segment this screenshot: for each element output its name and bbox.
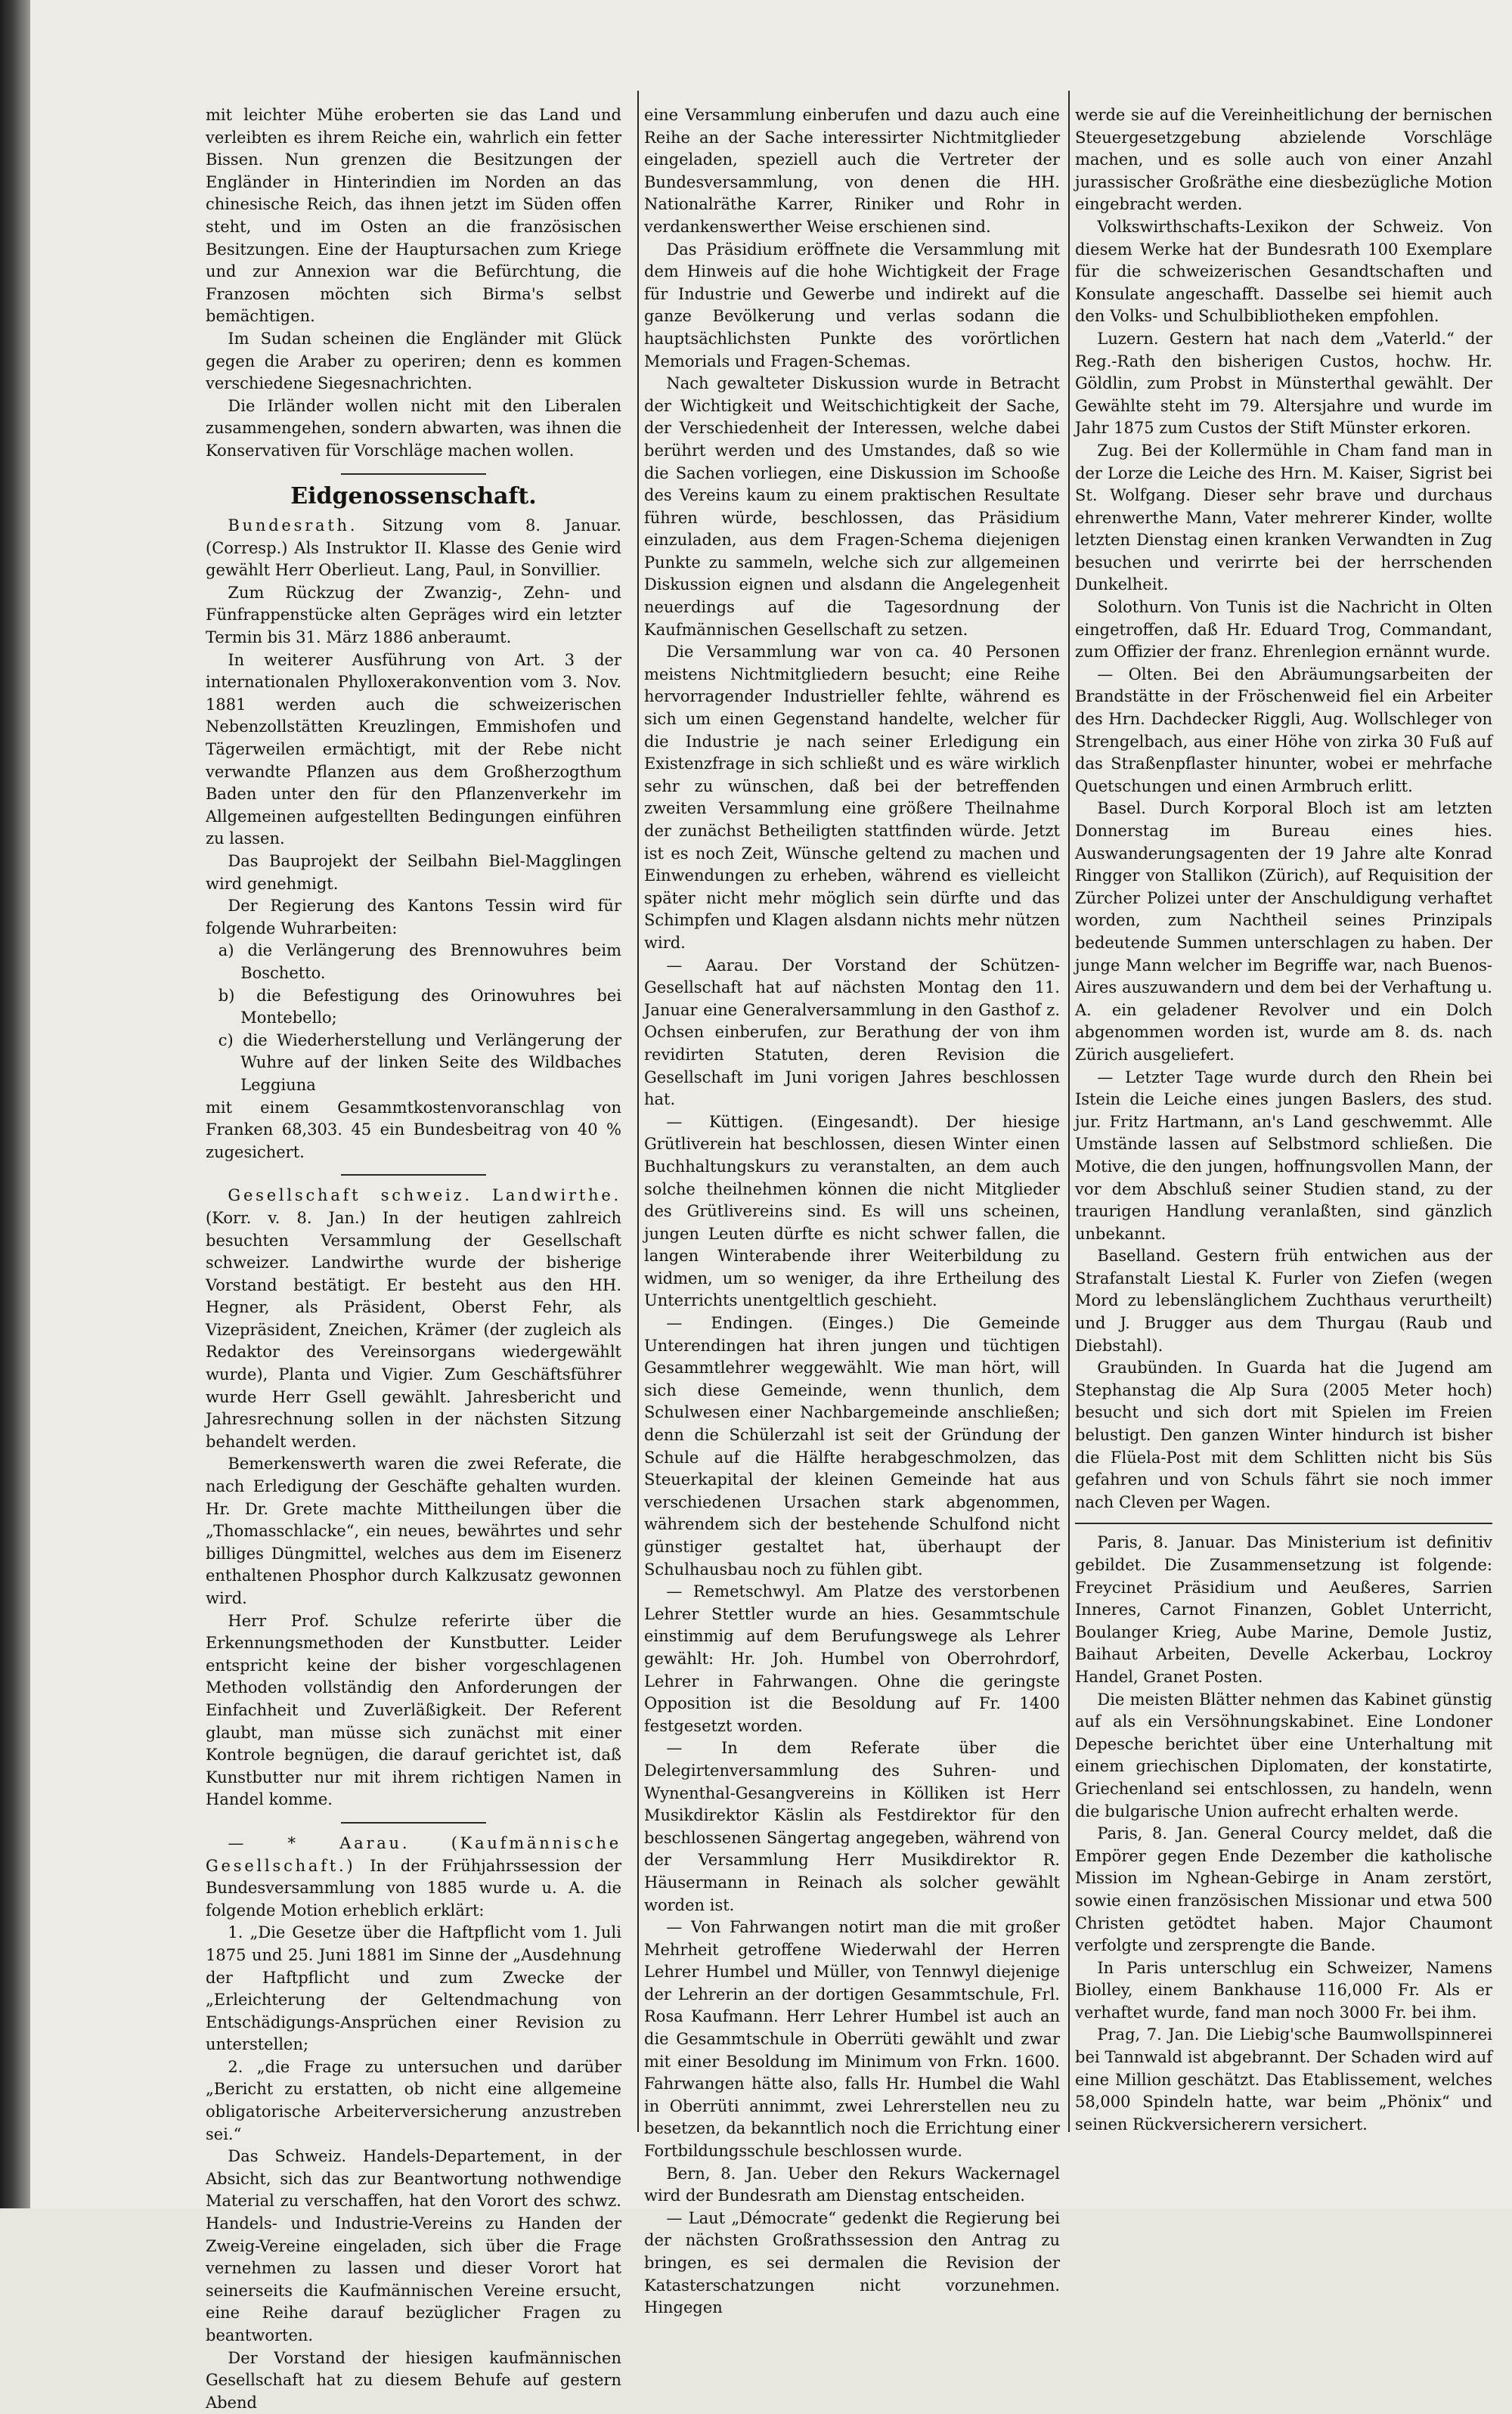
article-blaetter: Die meisten Blätter nehmen das Kabinet günstig auf als ein Versöhnungskabinet. Eine Londoner Depesche berichtet über eine Unterhaltung mit einem griechischen Diplomaten, der konstatirte, Griechenland sei entschlossen, zu handeln, wenn die bulgarische Union aufrecht erhalten werde.: [1075, 1690, 1492, 1821]
column-2: [644, 104, 1060, 2317]
article-phylloxera: In weiterer Ausführung von Art. 3 der internationalen Phylloxerakonvention vom 3. Nov. 1881 werden auch die schweizerischen Nebenzollstätten Kreuzlingen, Emmishofen und Tägerweilen ermächtigt, mit der Rebe nicht verwandte Pflanzen aus dem Großherzogthum Baden unter den für den Pflanzenverkehr im Allgemeinen aufgestellten Bedingungen einführen zu lassen.: [206, 650, 621, 848]
section-heading: Eidgenossenschaft.: [290, 482, 537, 510]
article-remetschwyl: — Remetschwyl. Am Platze des verstorbenen Lehrer Stettler wurde an hies. Gesammtschule einstimmig auf dem Berufungswege als Lehrer gewählt: Hr. Joh. Humbel von Oberrohrdorf, Lehrer in Fahrwangen. Ohne die geringste Opposition ist die Besoldung auf Fr. 1400 festgesetzt worden.: [644, 1582, 1060, 1735]
article-paragraph: Das Präsidium eröffnete die Versammlung mit dem Hinweis auf die hohe Wichtigkeit der Frage für Industrie und Gewerbe und indirekt auf die ganze Bevölkerung und verlas sodann die hauptsächlichsten Punkte des vorörtlichen Memorials und Fragen-Schemas.: [644, 240, 1060, 370]
motion-item: 1. „Die Gesetze über die Haftpflicht vom 1. Juli 1875 und 25. Juni 1881 im Sinne der „Ausdehnung der Haftpflicht und zum Zwecke der „Erleichterung der Geltendmachung von Entschädigungs-Ansprüchen einer Revision zu unterstellen;: [206, 1923, 621, 2054]
section-divider: [1075, 1523, 1492, 1524]
article-paris-biolley: In Paris unterschlug ein Schweizer, Namens Biolley, einem Bankhause 116,000 Fr. Als er verhaftet wurde, fand man noch 3000 Fr. bei ihm.: [1075, 1958, 1492, 2022]
article-schuetzen: — Aarau. Der Vorstand der Schützen-Gesellschaft hat auf nächsten Montag den 11. Januar eine Generalversammlung in den Gasthof z. Ochsen einberufen, zur Berathung der von ihm revidirten Statuten, deren Revision die Gesellschaft im Juni vorigen Jahres beschlossen hat.: [644, 956, 1060, 1109]
article-schulze: Herr Prof. Schulze referirte über die Erkennungsmethoden der Kunstbutter. Leider entspricht keine der bisher vorgeschlagenen Methoden vollständig den Anforderungen der Einfachheit und Zuverläßigkeit. Der Referent glaubt, man müsse sich zunächst mit einer Kontrole begnügen, die darauf gerichtet ist, daß Kunstbutter nur mit ihrem richtigen Namen in Handel komme.: [206, 1611, 621, 1809]
article-divider: [341, 1174, 487, 1176]
article-aarau: — * Aarau. (Kaufmännische Gesellschaft.) In der Frühjahrssession der Bundesversammlung von 1885 wurde u. A. die folgende Motion erheblich erklärt:: [206, 1833, 621, 1920]
article-departement: Das Schweiz. Handels-Departement, in der Absicht, sich das zur Beantwortung nothwendige Material zu verschaffen, hat den Vorort des schwz. Handels- und Industrie-Vereins zu Handen der Zweig-Vereine eingeladen, sich über die Frage vernehmen zu lassen und dieser Vorort hat seinerseits die Kaufmännischen Vereine ersucht, eine Reihe darauf bezüglicher Fragen zu beantworten.: [206, 2147, 621, 2344]
article-olten: — Olten. Bei den Abräumungsarbeiten der Brandstätte in der Fröschenweid fiel ein Arbeiter des Hrn. Dachdecker Riggli, Aug. Wollschleger von Strengelbach, aus einer Höhe von zirka 30 Fuß auf das Straßenpflaster hinunter, wobei er mehrfache Quetschungen und einen Armbruch erlitt.: [1075, 665, 1492, 795]
article-endingen: — Endingen. (Einges.) Die Gemeinde Unterendingen hat ihren jungen und tüchtigen Gesammtlehrer weggewählt. Wie man hört, will sich diese Gemeinde, wenn thunlich, dem Schulwesen einer Nachbargemeinde anschließen; denn die Schülerzahl ist seit der Gründung der Schule auf die Hälfte herabgeschmolzen, das Steuerkapital der kleinen Gemeinde hat aus verschiedenen Ursachen stark abgenommen, währendem sich der bestehende Schulfond nicht günstiger gestaltet hat, überhaupt der Schulhausbau noch zu fühlen gibt.: [644, 1314, 1060, 1579]
article-tessin: Der Regierung des Kantons Tessin wird für folgende Wuhrarbeiten:: [206, 897, 621, 937]
article-paris-courcy: Paris, 8. Jan. General Courcy meldet, daß die Empörer gegen Ende Dezember die katholische Mission im Nghean-Gebirge in Anam zerstört, sowie einen französischen Missionar und etwa 500 Christen getödtet haben. Major Chaumont verfolgte und zersprengte die Bande.: [1075, 1824, 1492, 1955]
article-basel: Basel. Durch Korporal Bloch ist am letzten Donnerstag im Bureau eines hies. Auswanderungsagenten der 19 Jahre alte Konrad Ringger von Stallikon (Zürich), auf Requisition der Zürcher Polizei unter der Anschuldigung verhaftet worden, zum Nachtheil seines Prinzipals bedeutende Summen unterschlagen zu haben. Der junge Mann welcher im Begriffe war, nach Buenos-Aires auszuwandern und dem bei der Verhaftung u. A. ein geladener Revolver und ein Dolch abgenommen worden ist, wurde am 8. ds. nach Zürich ausgeliefert.: [1075, 799, 1492, 1064]
article-rueckzug: Zum Rückzug der Zwanzig-, Zehn- und Fünfrappenstücke alten Gepräges wird ein letzter Termin bis 31. März 1886 anberaumt.: [206, 583, 621, 647]
article-solothurn: Solothurn. Von Tunis ist die Nachricht in Olten eingetroffen, daß Hr. Eduard Trog, Commandant, zum Offizier der franz. Ehrenlegion ernännt wurde.: [1075, 598, 1492, 662]
article-bundesrath: Bundesrath. Sitzung vom 8. Januar. (Corresp.) Als Instruktor II. Klasse des Genie wird gewählt Herr Oberlieut. Lang, Paul, in Sonvillier.: [206, 516, 621, 580]
article-rhein: — Letzter Tage wurde durch den Rhein bei Istein die Leiche eines jungen Baslers, des stud. jur. Fritz Hartmann, an's Land geschwemmt. Alle Umstände lassen auf Selbstmord schließen. Die Motive, die den jungen, hoffnungsvollen Mann, der vor dem Abschluß seiner Studien stand, zu der traurigen Handlung veranlaßten, sind gänzlich unbekannt.: [1075, 1068, 1492, 1243]
article-lead: Bundesrath.: [228, 516, 358, 535]
article-saenger: — In dem Referate über die Delegirtenversammlung des Suhren- und Wynenthal-Gesangvereins in Kölliken ist Herr Musikdirektor Käslin als Festdirektor für den beschlossenen Sängertag angegeben, während von der Versammlung Herr Musikdirektor R. Häusermann in Reinach als solcher gewählt worden ist.: [644, 1739, 1060, 1914]
article-zug: Zug. Bei der Kollermühle in Cham fand man in der Lorze die Leiche des Hrn. M. Kaiser, Sigrist bei St. Wolfgang. Dieser sehr brave und durchaus ehrenwerthe Mann, Vater mehrerer Kinder, wollte letzten Dienstag einen kranken Verwandten in Zug besuchen und verirrte bei der herrschenden Dunkelheit.: [1075, 441, 1492, 594]
article-paragraph: Die Versammlung war von ca. 40 Personen meistens Nichtmitgliedern besucht; eine Reihe hervorragender Industrieller fehlte, während es sich um einen Gegenstand handelte, welcher für die Industrie je nach seiner Erledigung ein Existenzfrage in sich schließt und es wäre wirklich sehr zu wünschen, daß bei der betreffenden zweiten Versammlung eine größere Theilnahme der zunächst Betheiligten stattfinden würde. Jetzt ist es noch Zeit, Wünsche geltend zu machen und Einwendungen zu erheben, während es vielleicht später nicht mehr möglich sein dürfte und das Schimpfen und Klagen alsdann nichts mehr nützen wird.: [644, 643, 1060, 952]
article-continued: eine Versammlung einberufen und dazu auch eine Reihe an der Sache interessirter Nichtmitglieder eingeladen, speziell auch die Vertreter der Bundesversammlung, von denen die HH. Nationalräthe Karrer, Riniker und Rohr in verdankenswerther Weise erschienen sind.: [644, 106, 1060, 236]
column-3: [1075, 104, 1492, 2134]
article-referate: Bemerkenswerth waren die zwei Referate, die nach Erledigung der Geschäfte gehalten wurden. Hr. Dr. Grete machte Mittheilungen über die „Thomasschlacke“, ein neues, bewährtes und sehr billiges Düngmittel, welches aus dem im Eisenerz enthaltenen Phosphor durch Kalkzusatz gewonnen wird.: [206, 1455, 621, 1607]
article-kuettigen: — Küttigen. (Eingesandt). Der hiesige Grütliverein hat beschlossen, diesen Winter einen Buchhaltungskurs zu veranstalten, an dem auch solche theilnehmen können die nicht Mitglieder des Grütlivereins sind. Es will uns scheinen, jungen Leuten dürfte es nicht schwer fallen, die langen Winterabende ihrer Weiterbildung zu widmen, um so weniger, da ihre Ertheilung des Unterrichts unentgeltlich geschieht.: [644, 1112, 1060, 1310]
article-luzern: Luzern. Gestern hat nach dem „Vaterld.“ der Reg.-Rath den bisherigen Custos, hochw. Hr. Göldlin, zum Probst in Münsterthal gewählt. Der Gewählte steht im 79. Altersjahre und wurde im Jahr 1875 zum Custos der Stift Münster erkoren.: [1075, 329, 1492, 438]
article-paris-ministerium: Paris, 8. Januar. Das Ministerium ist definitiv gebildet. Die Zusammensetzung ist folgende: Freycinet Präsidium und Aeußeres, Sarrien Inneres, Carnot Finanzen, Goblet Unterricht, Boulanger Krieg, Aube Marine, Demole Justiz, Baihaut Arbeiten, Develle Ackerbau, Lockroy Handel, Granet Posten.: [1075, 1533, 1492, 1686]
article-birma: mit leichter Mühe eroberten sie das Land und verleibten es ihrem Reiche ein, wahrlich ein fetter Bissen. Nun grenzen die Besitzungen der Engländer in Hinterindien im Norden an das chinesische Reich, das ihnen jetzt im Süden offen steht, und im Osten an die französischen Besitzungen. Eine der Hauptursachen zum Kriege und zur Annexion war die Befürchtung, die Franzosen möchten sich Birma's selbst bemächtigen.: [206, 106, 621, 326]
article-irlaender: Die Irländer wollen nicht mit den Liberalen zusammengehen, sondern abwarten, was ihnen die Konservativen für Vorschläge machen wollen.: [206, 396, 621, 460]
article-landwirthe: Gesellschaft schweiz. Landwirthe. (Korr. v. 8. Jan.) In der heutigen zahlreich besuchten Versammlung der Gesellschaft schweizer. Landwirthe wurde der bisherige Vorstand bestätigt. Er besteht aus den HH. Hegner, als Präsident, Oberst Fehr, als Vizepräsident, Zneichen, Krämer (der zugleich als Redaktor des Vereinsorgans wiedergewählt wurde), Planta und Vigier. Zum Geschäftsführer wurde Herr Gsell gewählt. Jahresbericht und Jahresrechnung sollen in der nächsten Sitzung behandelt werden.: [206, 1186, 621, 1451]
column-1: [206, 104, 621, 2412]
article-lead: — * Aarau. (Kaufmännische Gesellschaft.): [206, 1833, 621, 1875]
section-divider: [341, 473, 487, 475]
article-vorstand: Der Vorstand der hiesigen kaufmännischen Gesellschaft hat zu diesem Behufe auf gestern Abend: [206, 2348, 621, 2412]
article-continued: werde sie auf die Vereinheitlichung der bernischen Steuergesetzgebung abzielende Vorschläge machen, und es solle auch von einer Anzahl jurassischer Großräthe eine diesbezügliche Motion eingebracht werden.: [1075, 106, 1492, 214]
article-divider: [341, 1822, 487, 1824]
article-seilbahn: Das Bauprojekt der Seilbahn Biel-Magglingen wird genehmigt.: [206, 852, 621, 893]
list-item: c) die Wiederherstellung und Verlängerung der Wuhre auf der linken Seite des Wildbaches Leggiuna: [218, 1030, 621, 1094]
column-rule-1: [637, 91, 639, 2132]
article-bern: Bern, 8. Jan. Ueber den Rekurs Wackernagel wird der Bundesrath am Dienstag entscheiden.: [644, 2164, 1060, 2205]
article-baselland: Baselland. Gestern früh entwichen aus der Strafanstalt Liestal K. Furler von Ziefen (wegen Mord zu lebenslänglichem Zuchthaus verurtheilt) und J. Brugger aus dem Thurgau (Raub und Diebstahl).: [1075, 1247, 1492, 1355]
list-item: a) die Verlängerung des Brennowuhres beim Boschetto.: [218, 941, 621, 982]
article-fahrwangen: — Von Fahrwangen notirt man die mit großer Mehrheit getroffene Wiederwahl der Herren Lehrer Humbel und Müller, von Tennwyl diejenige der Lehrerin an der dortigen Gesammtschule, Frl. Rosa Kaufmann. Herr Lehrer Humbel ist auch an die Gesammtschule in Oberrüti gewählt und zwar mit einer Besoldung im Minimum von Frkn. 1600. Fahrwangen hätte also, falls Hr. Humbel die Wahl in Oberrüti annimmt, zwei Lehrerstellen neu zu besetzen, da bekanntlich noch die Errichtung einer Fortbildungsschule beschlossen wurde.: [644, 1918, 1060, 2161]
motion-item: 2. „die Frage zu untersuchen und darüber „Bericht zu erstatten, ob nicht eine allgemeine obligatorische Arbeiterversicherung anzustreben sei.“: [206, 2057, 621, 2143]
article-democrate: — Laut „Démocrate“ gedenkt die Regierung bei der nächsten Großrathssession den Antrag zu bringen, es sei dermalen die Revision der Katasterschatzungen nicht vorzunehmen. Hingegen: [644, 2208, 1060, 2317]
list-item: b) die Befestigung des Orinowuhres bei Montebello;: [218, 986, 621, 1027]
article-prag: Prag, 7. Jan. Die Liebig'sche Baumwollspinnerei bei Tannwald ist abgebrannt. Der Schaden wird auf eine Million geschätzt. Das Etablissement, welches 58,000 Spindeln hatte, war beim „Phönix“ und seinen Rückversicherern versichert.: [1075, 2025, 1492, 2134]
article-lead: Gesellschaft schweiz. Landwirthe.: [228, 1186, 621, 1205]
column-rule-2: [1068, 91, 1070, 2132]
page-binding-edge: [0, 0, 30, 2208]
article-kosten: mit einem Gesammtkostenvoranschlag von Franken 68,303. 45 ein Bundesbeitrag von 40 % zugesichert.: [206, 1098, 621, 1161]
article-lexikon: Volkswirthschafts-Lexikon der Schweiz. Von diesem Werke hat der Bundesrath 100 Exemplare für die schweizerischen Gesandtschaften und Konsulate angeschafft. Dasselbe sei hiemit auch den Volks- und Schulbibliotheken empfohlen.: [1075, 217, 1492, 326]
article-paragraph: Nach gewalteter Diskussion wurde in Betracht der Wichtigkeit und Weitschichtigkeit der Sache, der Verschiedenheit der Interessen, welche dabei berührt werden und des Umstandes, daß so wie die Sachen vorliegen, eine Diskussion im Schooße des Vereins kaum zu einem praktischen Resultate führen würde, beschlossen, das Präsidium einzuladen, aus dem Fragen-Schema diejenigen Punkte zu sammeln, welche sich zur allgemeinen Diskussion eignen und alsdann die Angelegenheit neuerdings auf die Tagesordnung der Kaufmännischen Gesellschaft zu setzen.: [644, 374, 1060, 639]
article-graubuenden: Graubünden. In Guarda hat die Jugend am Stephanstag die Alp Sura (2005 Meter hoch) besucht und sich dort mit Spielen im Freien belustigt. Den ganzen Winter hindurch ist bisher die Flüela-Post mit dem Schlitten nicht bis Süs gefahren und von Schuls fährt sie noch immer nach Cleven per Wagen.: [1075, 1359, 1492, 1511]
article-sudan: Im Sudan scheinen die Engländer mit Glück gegen die Araber zu operiren; denn es kommen verschiedene Siegesnachrichten.: [206, 329, 621, 393]
